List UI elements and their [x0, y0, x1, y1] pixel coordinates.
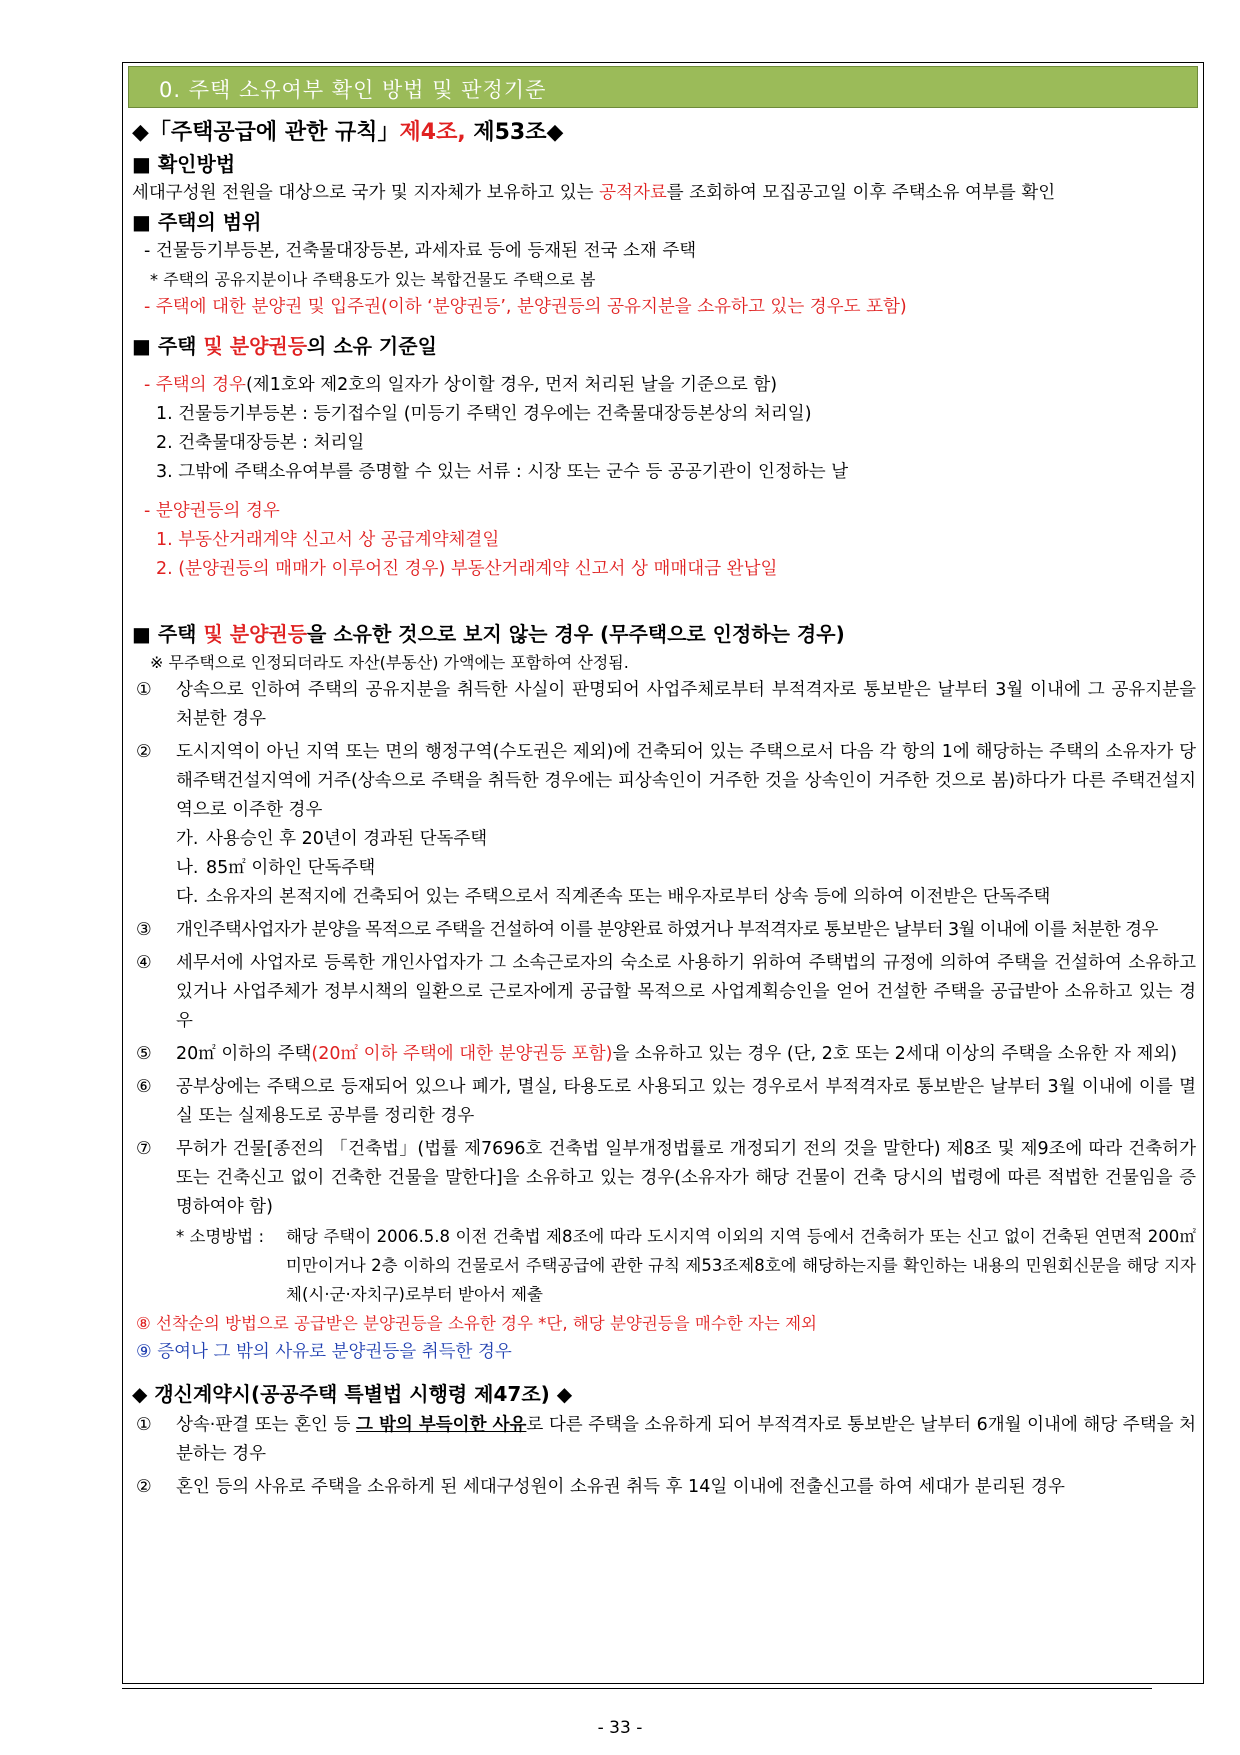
basis-right-heading: - 분양권등의 경우 [144, 501, 280, 521]
basis-right-item: 1. 부동산거래계약 신고서 상 공급계약체결일 [156, 530, 500, 550]
basis-house-heading: - 주택의 경우(제1호와 제2호의 일자가 상이할 경우, 먼저 처리된 날을 기준으로 함) [144, 375, 778, 395]
basis-heading: ■ 주택 및 분양권등의 소유 기준일 [132, 334, 437, 358]
renewal-item-1: ① 상속·판결 또는 혼인 등 그 밖의 부득이한 사유로 다른 주택을 소유하게 되어 부적격자로 통보받은 날부터 6개월 이내에 해당 주택을 처분하는 경우 [136, 1415, 1196, 1464]
scope-line-1: - 건물등기부등본, 건축물대장등본, 과세자료 등에 등재된 전국 소재 주택 [144, 241, 697, 261]
exempt-item-2-sub: 나. 85㎡ 이하인 단독주택 [176, 858, 376, 878]
exempt-item-5: ⑤ 20㎡ 이하의 주택(20㎡ 이하 주택에 대한 분양권등 포함)을 소유하고 있는 경우 (단, 2호 또는 2세대 이상의 주택을 소유한 자 제외) [136, 1044, 1178, 1064]
renewal-item-2: ② 혼인 등의 사유로 주택을 소유하게 된 세대구성원이 소유권 취득 후 14일 이내에 전출신고를 하여 세대가 분리된 경우 [136, 1477, 1065, 1497]
exempt-item-2-sub: 가. 사용승인 후 20년이 경과된 단독주택 [176, 829, 488, 849]
bottom-rule [122, 1688, 1152, 1689]
section-header-bar [128, 66, 1198, 108]
exempt-item-8: ⑧ 선착순의 방법으로 공급받은 분양권등을 소유한 경우 *단, 해당 분양권등을 매수한 자는 제외 [136, 1314, 817, 1333]
scope-line-2: * 주택의 공유지분이나 주택용도가 있는 복합건물도 주택으로 봄 [150, 270, 596, 289]
scope-line-3: - 주택에 대한 분양권 및 입주권(이하 ‘분양권등’, 분양권등의 공유지분을 소유하고 있는 경우도 포함) [144, 297, 907, 317]
exempt-item-7: ⑦ 무허가 건물[종전의 「건축법」(법률 제7696호 건축법 일부개정법률로 개정되기 전의 것을 말한다) 제8조 및 제9조에 따라 건축허가 또는 건축신고 없이 건축한 건물을 말한다]을 소유하고 있는 경우(소유자가 해당 건물이 건축 당시의 법령에 따른 적법한 건물임을 증명하여야 함) [136, 1139, 1196, 1217]
exempt-item-4: ④ 세무서에 사업자로 등록한 개인사업자가 그 소속근로자의 숙소로 사용하기 위하여 주택법의 규정에 의하여 주택을 건설하여 소유하고 있거나 사업주체가 정부시책의 일환으로 근로자에게 공급할 목적으로 사업계획승인을 얻어 건설한 주택을 공급받아 소유하고 있는 경우 [136, 953, 1196, 1031]
basis-house-item: 1. 건물등기부등본 : 등기접수일 (미등기 주택인 경우에는 건축물대장등본상의 처리일) [156, 404, 812, 424]
exempt-item-1: ① 상속으로 인하여 주택의 공유지분을 취득한 사실이 판명되어 사업주체로부터 부적격자로 통보받은 날부터 3월 이내에 그 공유지분을 처분한 경우 [136, 680, 1196, 729]
exempt-heading: ■ 주택 및 분양권등을 소유한 것으로 보지 않는 경우 (무주택으로 인정하는 경우) [132, 622, 845, 646]
exempt-item-3: ③ 개인주택사업자가 분양을 목적으로 주택을 건설하여 이를 분양완료 하였거나 부적격자로 통보받은 날부터 3월 이내에 이를 처분한 경우 [136, 920, 1158, 940]
exempt-note: ※ 무주택으로 인정되더라도 자산(부동산) 가액에는 포함하여 산정됨. [150, 653, 629, 672]
section-title: 0. 주택 소유여부 확인 방법 및 판정기준 [159, 78, 547, 102]
page-number: - 33 - [597, 1718, 643, 1738]
exempt-item-2: ② 도시지역이 아닌 지역 또는 면의 행정구역(수도권은 제외)에 건축되어 있는 주택으로서 다음 각 항의 1에 해당하는 주택의 소유자가 당해주택건설지역에 거주(상속으로 주택을 취득한 경우에는 피상속인이 거주한 것을 상속인이 거주한 것으로 봄)하다가 다른 주택건설지역으로 이주한 경우 [136, 742, 1196, 820]
exempt-item-2-sub: 다. 소유자의 본적지에 건축되어 있는 주택으로서 직계존속 또는 배우자로부터 상속 등에 의하여 이전받은 단독주택 [176, 887, 1051, 907]
confirm-text: 세대구성원 전원을 대상으로 국가 및 지자체가 보유하고 있는 공적자료를 조회하여 모집공고일 이후 주택소유 여부를 확인 [132, 183, 1056, 203]
renewal-heading: ◆ 갱신계약시(공공주택 특별법 시행령 제47조) ◆ [132, 1382, 573, 1406]
exempt-item-6: ⑥ 공부상에는 주택으로 등재되어 있으나 폐가, 멸실, 타용도로 사용되고 있는 경우로서 부적격자로 통보받은 날부터 3월 이내에 이를 멸실 또는 실제용도로 공부를 정리한 경우 [136, 1077, 1196, 1126]
rules-heading: ◆「주택공급에 관한 규칙」제4조, 제53조◆ [132, 120, 564, 145]
confirm-heading: ■ 확인방법 [132, 152, 236, 176]
exempt-item-9: ⑨ 증여나 그 밖의 사유로 분양권등을 취득한 경우 [136, 1342, 512, 1362]
scope-heading: ■ 주택의 범위 [132, 210, 262, 234]
basis-house-item: 2. 건축물대장등본 : 처리일 [156, 433, 365, 453]
basis-right-item: 2. (분양권등의 매매가 이루어진 경우) 부동산거래계약 신고서 상 매매대금 완납일 [156, 559, 778, 579]
exempt-item-7-note: * 소명방법 : 해당 주택이 2006.5.8 이전 건축법 제8조에 따라 도시지역 이외의 지역 등에서 건축허가 또는 신고 없이 건축된 연면적 200㎡ 미만이거나 2층 이하의 건물로서 주택공급에 관한 규칙 제53조제8호에 해당하는지를 확인하는 내용의 민원회신문을 해당 지자체(시·군·자치구)로부터 받아서 제출 [176, 1227, 1196, 1304]
main-content [132, 116, 1196, 1506]
basis-house-item: 3. 그밖에 주택소유여부를 증명할 수 있는 서류 : 시장 또는 군수 등 공공기관이 인정하는 날 [156, 462, 849, 482]
